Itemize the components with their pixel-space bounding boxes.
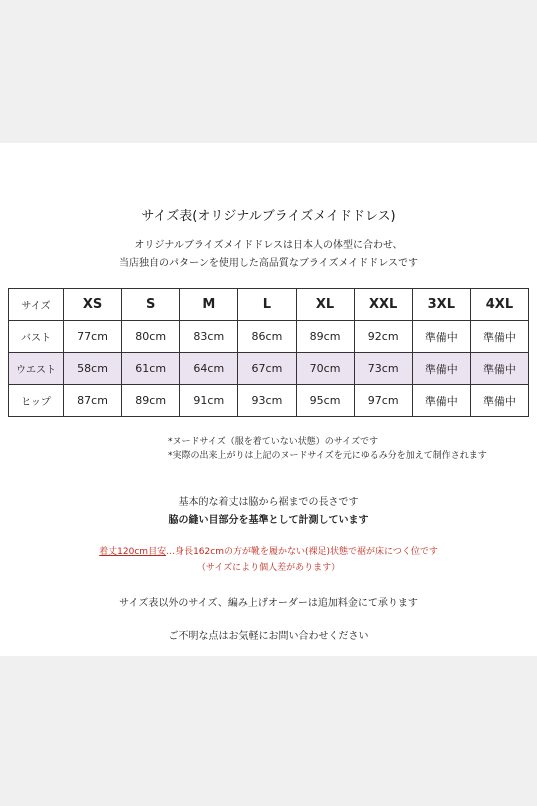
hip-cell: 93cm <box>238 385 296 417</box>
length-definition: 基本的な着丈は脇から裾までの長さです <box>178 497 359 508</box>
length-guide-emphasis: 着丈120cm目安 <box>99 547 167 557</box>
hip-cell: 89cm <box>122 385 180 417</box>
size-header-m: M <box>180 289 238 321</box>
intro-line-1: オリジナルブライズメイドドレスは日本人の体型に合わせ、 <box>134 240 403 251</box>
waist-cell: 準備中 <box>412 353 470 385</box>
hip-cell: 準備中 <box>412 385 470 417</box>
bust-cell: 準備中 <box>470 321 528 353</box>
hip-cell: 準備中 <box>470 385 528 417</box>
size-header-l: L <box>238 289 296 321</box>
waist-cell: 64cm <box>180 353 238 385</box>
bust-cell: 83cm <box>180 321 238 353</box>
hip-cell: 87cm <box>64 385 122 417</box>
size-header-xxl: XXL <box>354 289 412 321</box>
size-header-4xl: 4XL <box>470 289 528 321</box>
hip-label: ヒップ <box>9 385 64 417</box>
individual-difference-note: （サイズにより個人差があります） <box>196 563 341 573</box>
size-header-xl: XL <box>296 289 354 321</box>
waist-cell: 73cm <box>354 353 412 385</box>
waist-cell: 61cm <box>122 353 180 385</box>
size-header-s: S <box>122 289 180 321</box>
bust-cell: 86cm <box>238 321 296 353</box>
hip-cell: 97cm <box>354 385 412 417</box>
bust-cell: 準備中 <box>412 321 470 353</box>
waist-cell: 準備中 <box>470 353 528 385</box>
length-guide <box>0 544 537 557</box>
bust-cell: 80cm <box>122 321 180 353</box>
bust-row <box>9 321 529 353</box>
size-table <box>8 288 529 417</box>
allowance-note: *実際の出来上がりは上記のヌードサイズを元にゆるみ分を加えて制作されます <box>168 451 487 461</box>
length-guide-text: …身長162cmの方が靴を履かない(裸足)状態で裾が床につく位です <box>166 547 438 557</box>
contact-note: ご不明な点はお気軽にお問い合わせください <box>168 631 369 642</box>
bust-cell: 92cm <box>354 321 412 353</box>
waist-cell: 67cm <box>238 353 296 385</box>
intro-line-2: 当店独自のパターンを使用した高品質なブライズメイドドレスです <box>119 258 418 269</box>
size-header-corner: サイズ <box>9 289 64 321</box>
size-header-row <box>9 289 529 321</box>
measurement-basis: 脇の縫い目部分を基準として計測しています <box>168 515 369 526</box>
waist-row <box>9 353 529 385</box>
waist-cell: 58cm <box>64 353 122 385</box>
size-header-xs: XS <box>64 289 122 321</box>
bust-cell: 89cm <box>296 321 354 353</box>
hip-cell: 95cm <box>296 385 354 417</box>
size-chart-panel <box>0 143 537 656</box>
bust-label: バスト <box>9 321 64 353</box>
page-title: サイズ表(オリジナルブライズメイドドレス) <box>141 209 396 224</box>
waist-cell: 70cm <box>296 353 354 385</box>
hip-row <box>9 385 529 417</box>
waist-label: ウエスト <box>9 353 64 385</box>
bust-cell: 77cm <box>64 321 122 353</box>
hip-cell: 91cm <box>180 385 238 417</box>
nude-size-note: *ヌードサイズ（服を着ていない状態）のサイズです <box>168 437 379 447</box>
custom-order-note: サイズ表以外のサイズ、編み上げオーダーは追加料金にて承ります <box>119 598 418 609</box>
size-header-3xl: 3XL <box>412 289 470 321</box>
